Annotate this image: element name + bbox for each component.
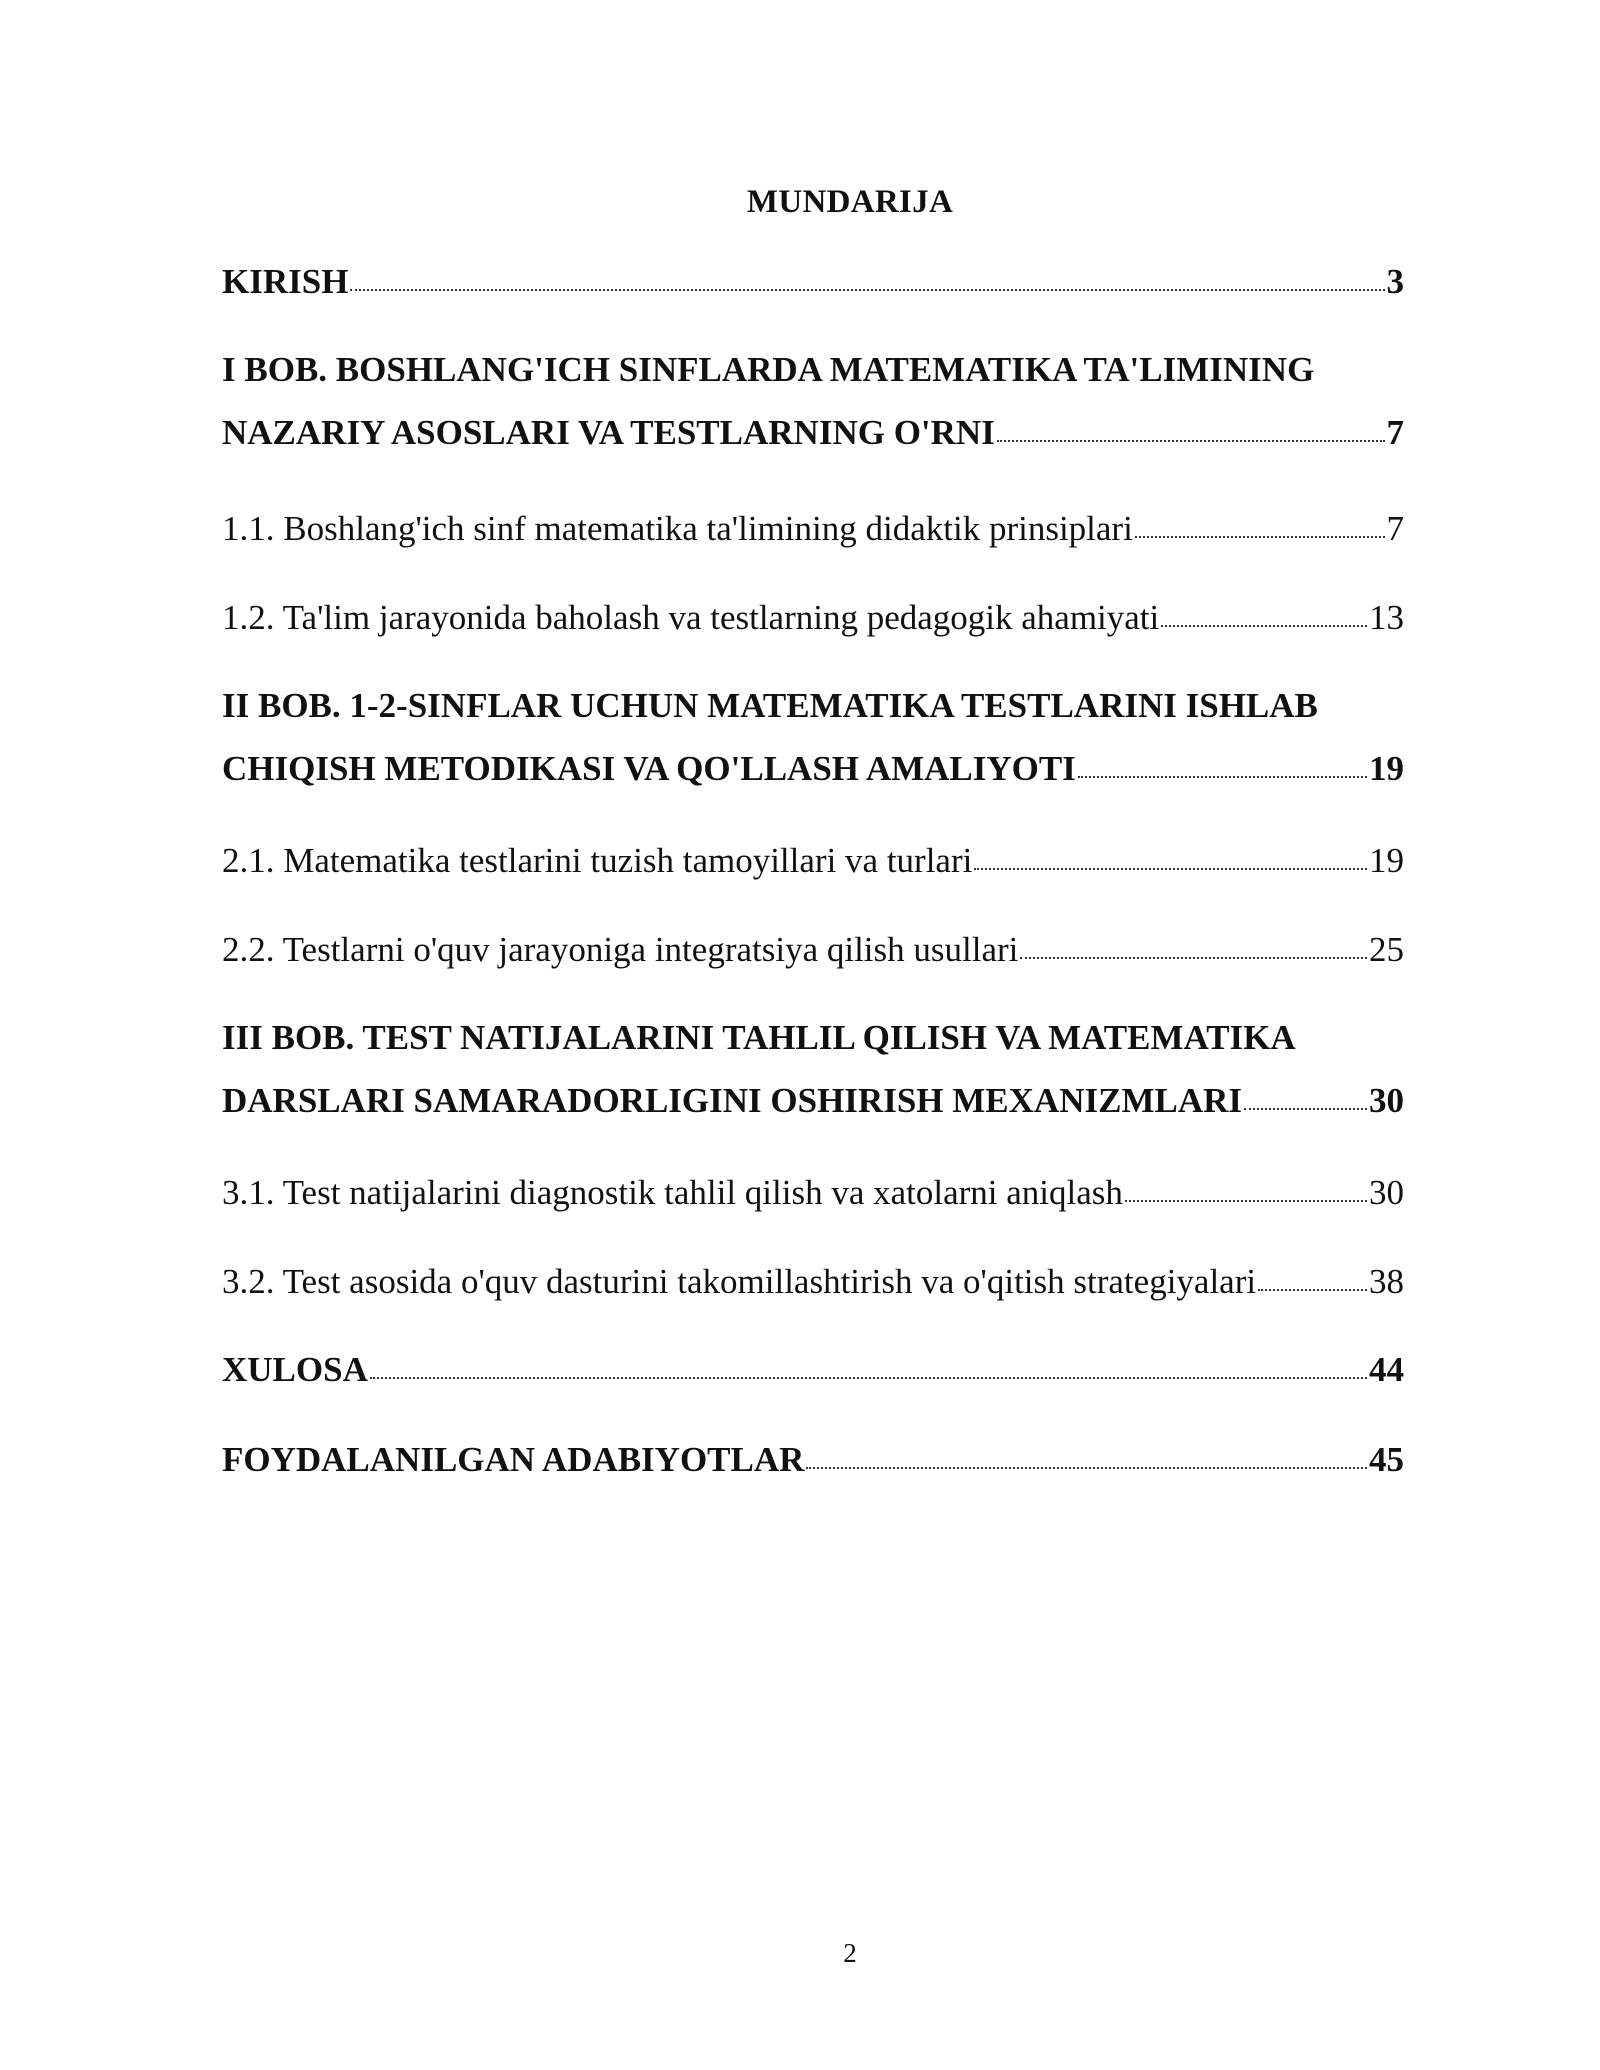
toc-entry-kirish[interactable] (222, 262, 1404, 302)
toc-entry-label: 1.2. Ta'lim jarayonida baholash va testlarning pedagogik ahamiyati (222, 598, 1160, 637)
toc-entry-label: XULOSA (222, 1350, 368, 1389)
toc-entry-xulosa[interactable] (222, 1350, 1404, 1390)
toc-entry-label: 1.1. Boshlang'ich sinf matematika ta'limining didaktik prinsiplari (222, 509, 1133, 548)
toc-entry-page: 19 (1369, 841, 1404, 880)
toc-entry-label-line2: DARSLARI SAMARADORLIGINI OSHIRISH MEXANIZMLARI (222, 1081, 1242, 1120)
dot-leader (370, 1373, 1367, 1379)
toc-entry-label-line2: NAZARIY ASOSLARI VA TESTLARNING O'RNI (222, 413, 995, 452)
dot-leader (350, 285, 1384, 291)
toc-entry-page: 44 (1369, 1350, 1404, 1389)
toc-entry-chapter-3[interactable] (222, 1018, 1404, 1121)
toc-entry-label-line1: II BOB. 1-2-SINFLAR UCHUN MATEMATIKA TESTLARINI ISHLAB (222, 686, 1318, 725)
toc-entry-section-1-2[interactable] (222, 598, 1404, 638)
dot-leader (1125, 1196, 1367, 1202)
toc-entry-section-2-1[interactable] (222, 841, 1404, 881)
toc-entry-chapter-2[interactable] (222, 686, 1404, 789)
toc-entry-section-1-1[interactable] (222, 509, 1404, 549)
toc-entry-page: 30 (1369, 1173, 1404, 1212)
dot-leader (974, 864, 1367, 870)
toc-entry-label: 2.2. Testlarni o'quv jarayoniga integratsiya qilish usullari (222, 930, 1019, 969)
toc-entry-page: 38 (1369, 1262, 1404, 1301)
toc-entry-label-line1: III BOB. TEST NATIJALARINI TAHLIL QILISH VA MATEMATIKA (222, 1018, 1296, 1057)
toc-entry-label: 3.2. Test asosida o'quv dasturini takomillashtirish va o'qitish strategiyalari (222, 1262, 1257, 1301)
toc-entry-section-3-2[interactable] (222, 1262, 1404, 1302)
toc-entry-label: FOYDALANILGAN ADABIYOTLAR (222, 1440, 805, 1479)
page-number: 2 (843, 1938, 857, 1968)
toc-entry-page: 7 (1386, 413, 1404, 452)
toc-entry-label-line1: I BOB. BOSHLANG'ICH SINFLARDA MATEMATIKA TA'LIMINING (222, 350, 1315, 389)
toc-entry-chapter-1[interactable] (222, 350, 1404, 453)
toc-entry-adabiyotlar[interactable] (222, 1440, 1404, 1480)
dot-leader (1078, 772, 1367, 778)
toc-entry-section-2-2[interactable] (222, 930, 1404, 970)
toc-entry-section-3-1[interactable] (222, 1173, 1404, 1213)
dot-leader (1161, 621, 1367, 627)
dot-leader (1020, 953, 1367, 959)
toc-title: MUNDARIJA (746, 184, 954, 220)
dot-leader (1244, 1104, 1367, 1110)
toc-entry-label: KIRISH (222, 262, 349, 301)
dot-leader (806, 1463, 1367, 1469)
dot-leader (1135, 532, 1385, 538)
toc-entry-page: 3 (1386, 262, 1404, 301)
toc-entry-label: 2.1. Matematika testlarini tuzish tamoyillari va turlari (222, 841, 973, 880)
dot-leader (1258, 1285, 1367, 1291)
toc-entry-page: 13 (1369, 598, 1404, 637)
toc-entry-page: 30 (1369, 1081, 1404, 1120)
toc-entry-page: 19 (1369, 749, 1404, 788)
toc-entry-page: 7 (1386, 509, 1404, 548)
toc-entry-label-line2: CHIQISH METODIKASI VA QO'LLASH AMALIYOTI (222, 749, 1076, 788)
dot-leader (997, 436, 1385, 442)
toc-entry-page: 25 (1369, 930, 1404, 969)
toc-entry-label: 3.1. Test natijalarini diagnostik tahlil qilish va xatolarni aniqlash (222, 1173, 1123, 1212)
toc-entry-page: 45 (1369, 1440, 1404, 1479)
